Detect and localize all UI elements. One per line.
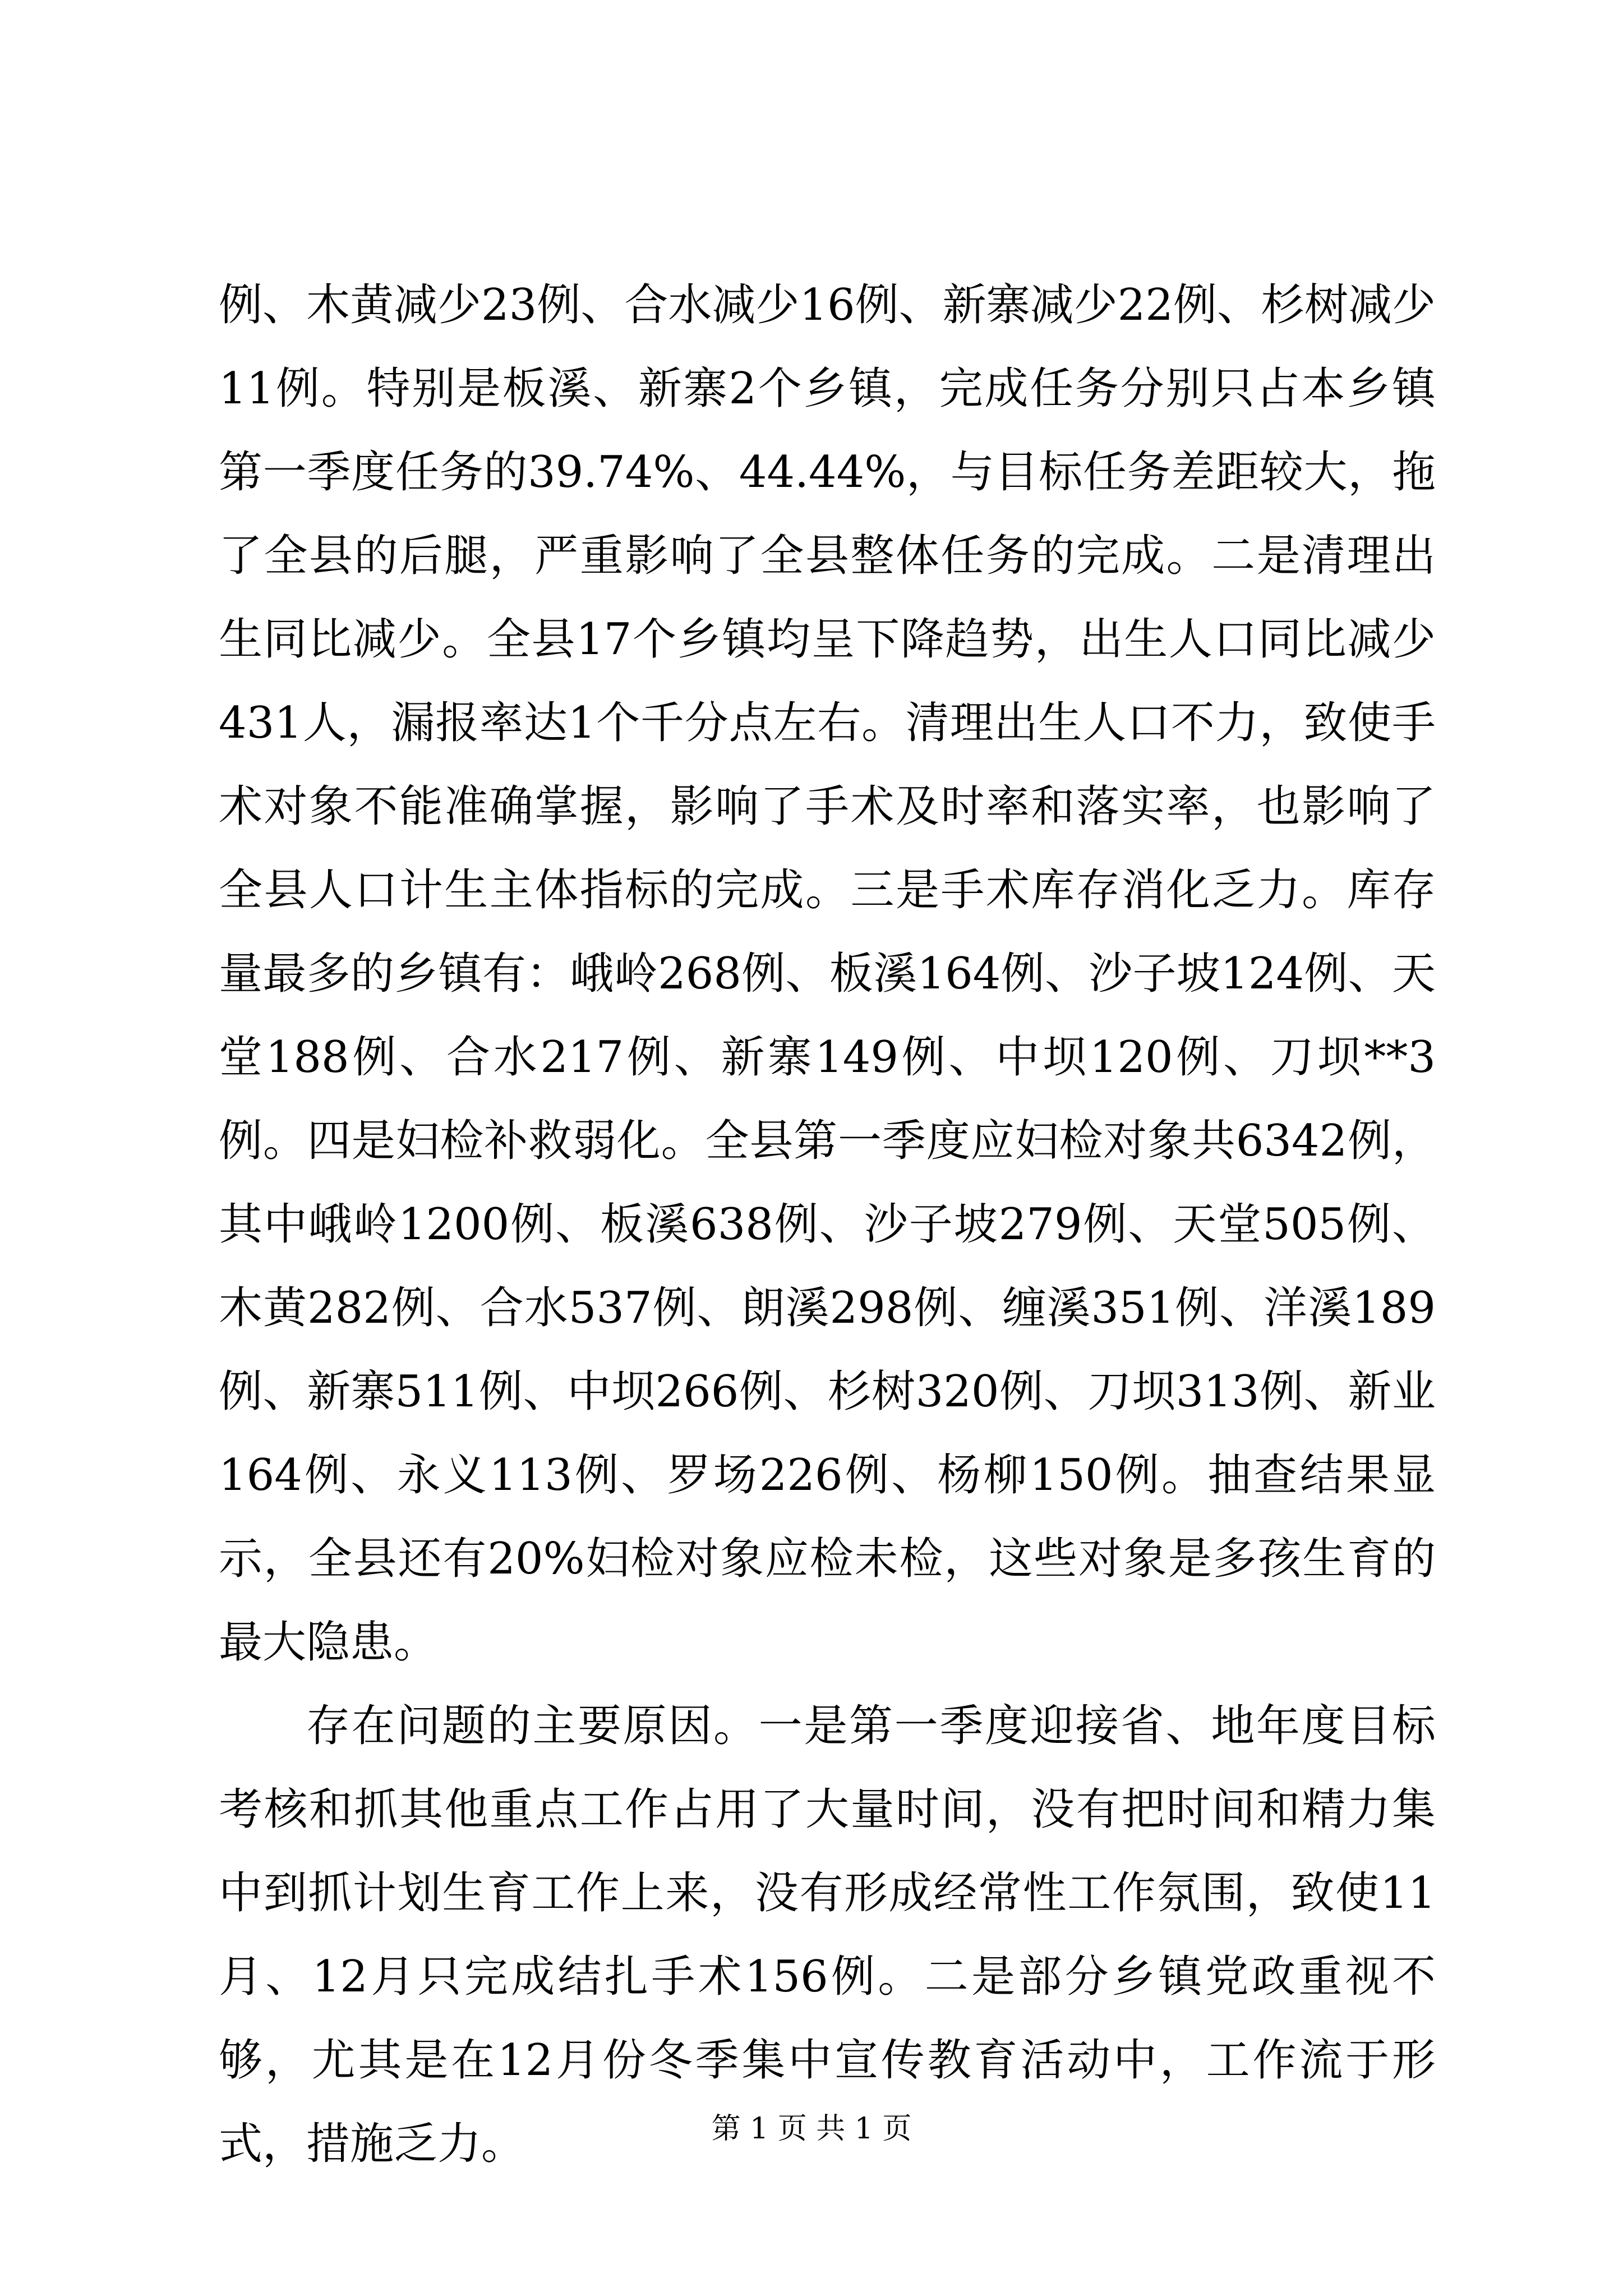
paragraph-main-causes: 存在问题的主要原因。一是第一季度迎接省、地年度目标考核和抓其他重点工作占用了大量时间，没有把时间和精力集中到抓计划生育工作上来，没有形成经常性工作氛围，致使11月、12月只完成结扎手术156例。二是部分乡镇党政重视不够，尤其是在12月份冬季集中宣传教育活动中，工作流于形式，措施乏力。 (219, 1701, 1436, 2169)
page-footer: 第 1 页 共 1 页 (711, 2112, 912, 2146)
paragraph-continued: 例、木黄减少23例、合水减少16例、新寨减少22例、杉树减少11例。特别是板溪、新寨2个乡镇，完成任务分别只占本乡镇第一季度任务的39.74%、44.44%，与目标任务差距较大，拖了全县的后腿，严重影响了全县整体任务的完成。二是清理出生同比减少。全县17个乡镇均呈下降趋势，出生人口同比减少431人，漏报率达1个千分点左右。清理出生人口不力，致使手术对象不能准确掌握，影响了手术及时率和落实率，也影响了全县人口计生主体指标的完成。三是手术库存消化乏力。库存量最多的乡镇有：峨岭268例、板溪164例、沙子坡124例、天堂188例、合水217例、新寨149例、中坝120例、刀坝**3例。四是妇检补救弱化。全县第一季度应妇检对象共6342例，其中峨岭1200例、板溪638例、沙子坡279例、天堂505例、木黄282例、合水537例、朗溪298例、缠溪351例、洋溪189例、新寨511例、中坝266例、杉树320例、刀坝313例、新业164例、永义113例、罗场226例、杨柳150例。抽查结果显示，全县还有20%妇检对象应检未检，这些对象是多孩生育的最大隐患。 (219, 280, 1436, 1668)
document-body (219, 264, 1436, 2186)
